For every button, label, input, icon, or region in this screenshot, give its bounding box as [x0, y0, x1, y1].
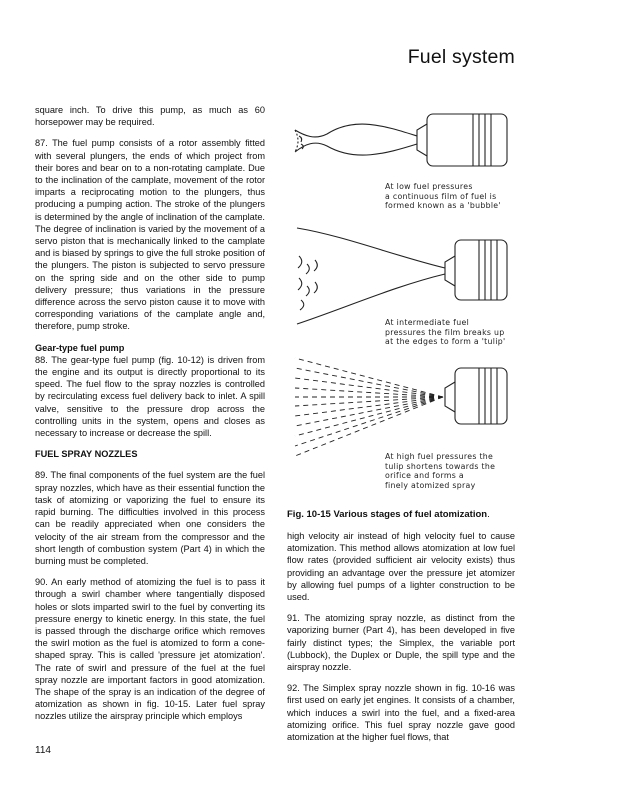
figure-label-high: At high fuel pressures the tulip shortens towards the orifice and forms a finely atomized spray: [385, 452, 496, 490]
spray-pattern: [295, 358, 443, 456]
heading-gear-type-pump: Gear-type fuel pump: [35, 342, 125, 353]
paragraph-intro: square inch. To drive this pump, as much as 60 horsepower may be required.: [35, 105, 265, 128]
right-column: [287, 530, 515, 752]
atomization-illustration: [285, 96, 517, 506]
paragraph-87: 87. The fuel pump consists of a rotor assembly fitted with several plungers, the ends of which project from their bores and bear on to a non-rotating camplate. Due to the inclination of the camplate, movement of the rotor imparts a reciprocating motion to the plungers, thus producing a pumping action. The stroke of the plungers is determined by the angle of inclination of the camplate. The degree of inclination is varied by the movement of a servo piston that is mechanically linked to the camplate and is biased by springs to give the full stroke position of the plungers. The piston is subjected to servo pressure on the spring side and on the other side to pump delivery pressure; thus variations in the pressure difference across the servo piston cause it to move with corresponding variations of the camplate angle and, therefore, pump stroke.: [35, 138, 265, 332]
paragraph-90: 90. An early method of atomizing the fuel is to pass it through a swirl chamber where tangentially disposed holes or slots imparted swirl to the fuel by converting its pressure energy to kinetic energy. In this state, the fuel is passed through the discharge orifice which removes the swirl motion as the fuel is atomized to form a cone-shaped spray. This is called 'pressure jet atomization'. The rate of swirl and pressure of the fuel at the fuel spray nozzle are important factors in good atomization. The shape of the spray is an indication of the degree of atomization as shown in fig. 10-15. Later fuel spray nozzles utilize the airspray principle which employs: [35, 577, 265, 722]
nozzle-2: [297, 228, 507, 324]
figure-caption-end: .: [487, 509, 490, 520]
heading-fuel-spray-nozzles: FUEL SPRAY NOZZLES: [35, 449, 138, 460]
nozzle-1: [295, 114, 507, 166]
paragraph-88: 88. The gear-type fuel pump (fig. 10-12) is driven from the engine and its output is directly proportional to its speed. The fuel flow to the spray nozzles is controlled by recirculating excess fuel delivery back to inlet. A spill valve, sensitive to the pressure drop across the controlling units in the system, opens and closes as necessary to increase or decrease the spill.: [35, 354, 265, 439]
figure-caption-title: Fig. 10-15 Various stages of fuel atomization: [287, 509, 488, 520]
paragraph-91: 91. The atomizing spray nozzle, as distinct from the vaporizing burner (Part 4), has been developed in five fairly distinct types; the Simplex, the variable port (Lubbock), the Duplex or Duple, the spill type and the airspray nozzle.: [287, 613, 515, 673]
left-column: [35, 104, 265, 732]
page-header-title: Fuel system: [407, 46, 515, 68]
paragraph-89: 89. The final components of the fuel system are the fuel spray nozzles, which have as their essential function the task of atomizing or vaporizing the fuel to ensure its rapid burning. The difficulties involved in this process can be readily appreciated when one considers the velocity of the air stream from the compressor and the short length of combustion system (Part 4) in which the burning must be completed.: [35, 470, 265, 566]
page-number: 114: [35, 745, 51, 756]
nozzle-3: [445, 368, 507, 424]
figure-label-low: At low fuel pressures a continuous film of fuel is formed known as a 'bubble': [385, 182, 501, 211]
paragraph-continued: high velocity air instead of high velocity fuel to cause atomization. This method allows atomization at low fuel flow rates (provided sufficient air velocity exists) thus providing an advantage over the pressure jet atomizer by allowing fuel pumps of a lighter construction to be used.: [287, 531, 515, 603]
figure-caption: [287, 509, 490, 520]
figure-fuel-atomization: [285, 96, 517, 506]
paragraph-92: 92. The Simplex spray nozzle shown in fig. 10-16 was first used on early jet engines. It consists of a chamber, which induces a swirl into the fuel, and a fixed-area atomizing orifice. This fuel spray nozzle gave good atomization at the higher fuel flows, that: [287, 683, 515, 743]
figure-label-intermediate: At intermediate fuel pressures the film breaks up at the edges to form a 'tulip': [385, 318, 506, 347]
